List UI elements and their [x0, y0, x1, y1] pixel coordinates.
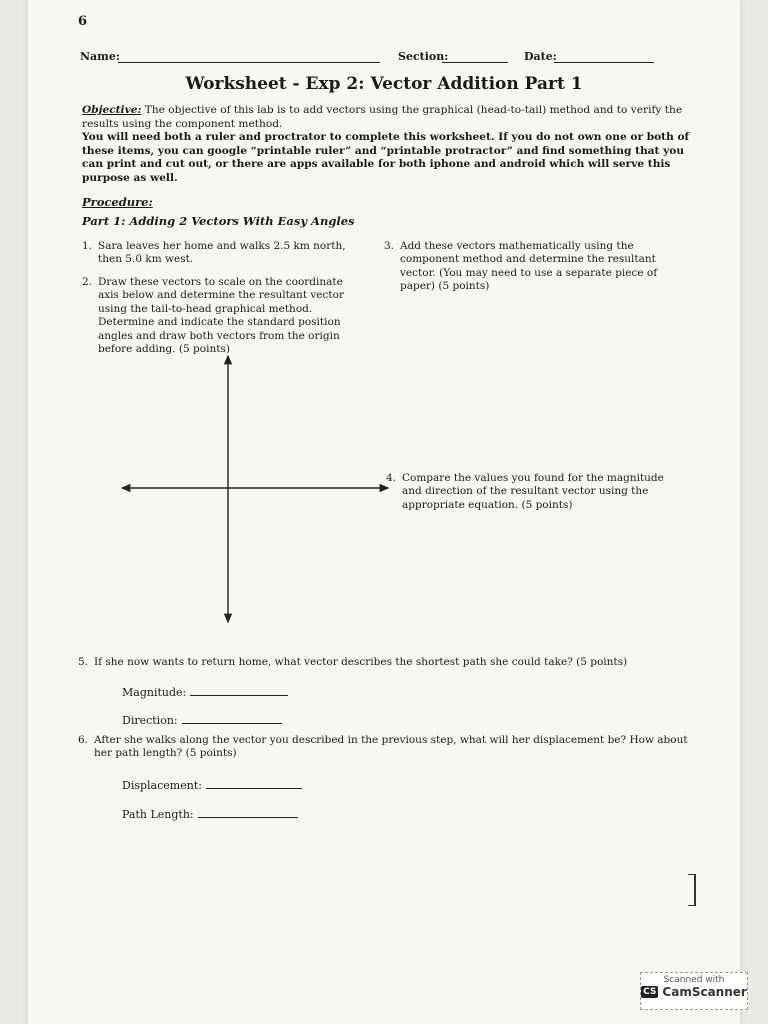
part-heading: Part 1: Adding 2 Vectors With Easy Angles: [82, 214, 355, 228]
question-6: [78, 734, 692, 761]
question-6-text: After she walks along the vector you described in the previous step, what will her displacement be? How about her path length? (5 points): [94, 734, 688, 760]
binder-clip-mark: [688, 874, 696, 906]
objective-text: The objective of this lab is to add vectors using the graphical (head-to-tail) method and to verify the results using the component method.: [82, 104, 683, 130]
page-number: 6: [78, 14, 88, 29]
question-4-number: 4.: [386, 472, 397, 484]
direction-field[interactable]: [122, 713, 282, 727]
question-1-text: Sara leaves her home and walks 2.5 km north, then 5.0 km west.: [98, 240, 346, 266]
coordinate-axes[interactable]: [120, 352, 392, 628]
question-4-text: Compare the values you found for the magnitude and direction of the resultant vector using the appropriate equation. (5 points): [402, 472, 664, 511]
displacement-field[interactable]: [122, 778, 302, 792]
direction-label: Direction:: [122, 714, 178, 727]
section-blank[interactable]: [442, 62, 508, 63]
question-1-number: 1.: [82, 240, 93, 252]
path-length-label: Path Length:: [122, 808, 194, 821]
question-5-number: 5.: [78, 656, 89, 668]
objective-paragraph: [82, 104, 692, 186]
watermark-brand: [641, 985, 747, 999]
materials-note: You will need both a ruler and proctrator to complete this worksheet. If you do not own one or both of these items, you can google “printable ruler” and “printable protractor” and find something that you can print and cut out, or there are apps available for both iphone and android which will serve this purpose as well.: [82, 131, 690, 184]
path-length-blank[interactable]: [198, 807, 298, 818]
question-2-number: 2.: [82, 276, 93, 288]
magnitude-label: Magnitude:: [122, 686, 187, 699]
camscanner-logo-icon: CS: [643, 987, 657, 997]
watermark-brand-text: CamScanner: [662, 985, 747, 999]
procedure-heading: Procedure:: [82, 195, 153, 209]
question-5-text: If she now wants to return home, what vector describes the shortest path she could take? (5 points): [94, 656, 628, 668]
worksheet-page: [28, 0, 740, 1024]
question-4: [386, 472, 668, 512]
page-title: Worksheet - Exp 2: Vector Addition Part 1: [185, 74, 583, 94]
objective-label: Objective:: [82, 104, 142, 116]
question-3-number: 3.: [384, 240, 395, 252]
section-label: Section:: [398, 50, 449, 63]
date-blank[interactable]: [554, 62, 654, 63]
displacement-blank[interactable]: [206, 778, 302, 789]
question-5: [78, 656, 688, 669]
question-2: [82, 276, 362, 356]
date-label: Date:: [524, 50, 557, 63]
magnitude-field[interactable]: [122, 685, 288, 699]
direction-blank[interactable]: [182, 713, 282, 724]
camscanner-watermark: [640, 972, 748, 1010]
question-3-text: Add these vectors mathematically using the component method and determine the resultant vector. (You may need to use a separate piece of paper) (5 points): [400, 240, 658, 293]
question-1: [82, 240, 362, 267]
name-blank[interactable]: [118, 62, 380, 63]
displacement-label: Displacement:: [122, 779, 202, 792]
question-3: [384, 240, 668, 294]
magnitude-blank[interactable]: [190, 685, 288, 696]
path-length-field[interactable]: [122, 807, 298, 821]
question-2-text: Draw these vectors to scale on the coordinate axis below and determine the resultant vector using the tail-to-head graphical method. Determine and indicate the standard position angles and draw both vectors from the origin before adding. (5 points): [98, 276, 344, 356]
name-label: Name:: [80, 50, 120, 63]
watermark-caption: Scanned with: [663, 975, 725, 985]
question-6-number: 6.: [78, 734, 89, 746]
